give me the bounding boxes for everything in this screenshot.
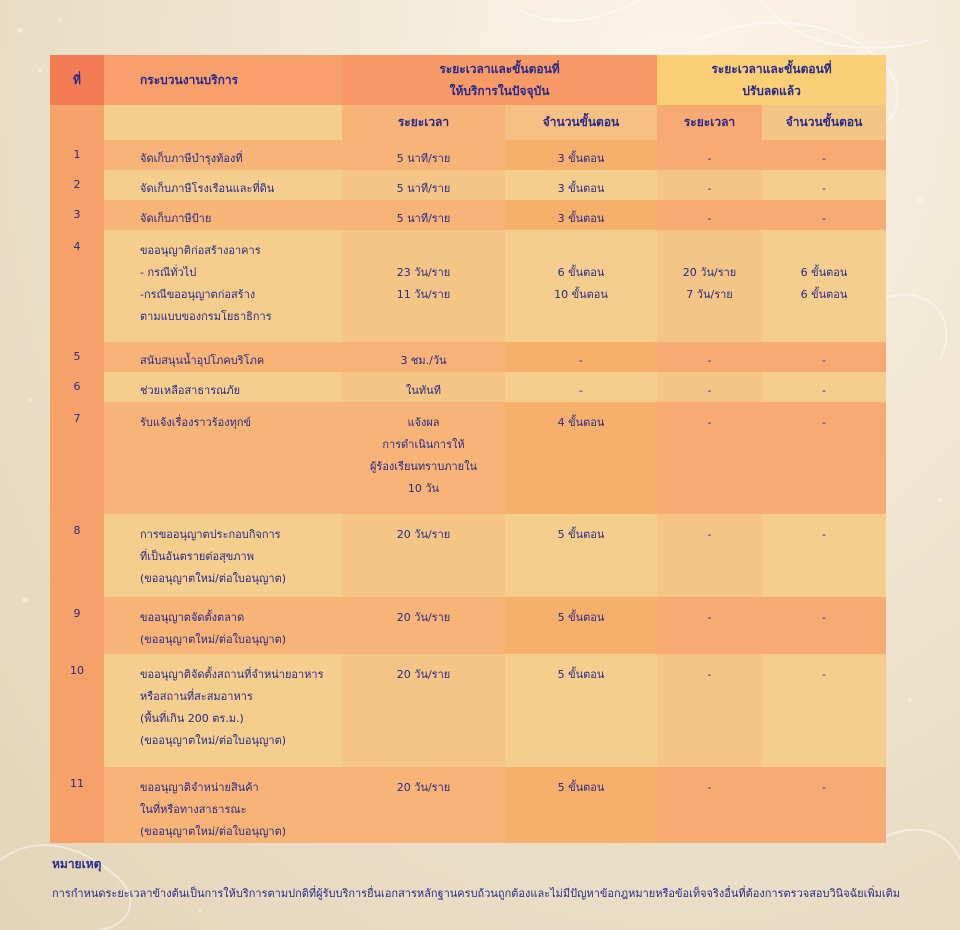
- row-current-steps: [505, 342, 657, 372]
- row-current-time-line: ในทันที: [406, 384, 441, 397]
- sub-improved-time: ระยะเวลา: [657, 105, 762, 140]
- row-current-steps: [505, 170, 657, 200]
- row-improved-steps: [762, 372, 886, 402]
- row-number: 4: [50, 230, 104, 342]
- row-process-name-line: -กรณีขออนุญาตก่อสร้าง: [140, 288, 256, 301]
- group-improved-line-1: ระยะเวลาและขั้นตอนที่: [711, 62, 832, 76]
- row-improved-time: [657, 514, 762, 597]
- table-row: [50, 140, 886, 170]
- row-current-steps-line: 3 ขั้นตอน: [557, 182, 605, 195]
- row-improved-time-line: -: [707, 668, 712, 681]
- row-improved-time-line: -: [707, 611, 712, 624]
- row-current-steps-line: -: [579, 354, 583, 367]
- row-process-name-line: (พื้นที่เกิน 200 ตร.ม.): [140, 712, 244, 725]
- row-process-name: [104, 170, 342, 200]
- row-current-time: [342, 140, 505, 170]
- row-current-time: [342, 767, 505, 843]
- row-current-time-line: [342, 240, 505, 262]
- row-process-name: [104, 767, 342, 843]
- group-current-line-2: ให้บริการในปัจจุบัน: [449, 84, 550, 98]
- row-number: 3: [50, 200, 104, 230]
- row-current-steps: [505, 767, 657, 843]
- row-current-time-line: ผู้ร้องเรียนทราบภายใน: [369, 460, 478, 473]
- row-process-name-line: ในที่หรือทางสาธารณะ: [140, 803, 247, 816]
- row-process-name: [104, 230, 342, 342]
- row-improved-time: [657, 597, 762, 654]
- service-table: [50, 55, 886, 843]
- row-improved-steps-line: 6 ขั้นตอน: [800, 266, 848, 279]
- row-process-name-line: ขออนุญาติจัดตั้งสถานที่จำหน่ายอาหาร: [140, 668, 324, 681]
- row-improved-steps: [762, 654, 886, 767]
- row-improved-time: [657, 200, 762, 230]
- row-improved-steps: [762, 140, 886, 170]
- row-number: 1: [50, 140, 104, 170]
- row-improved-steps-line: 6 ขั้นตอน: [800, 288, 848, 301]
- row-improved-time: [657, 342, 762, 372]
- row-number: 6: [50, 372, 104, 402]
- row-current-time: [342, 200, 505, 230]
- row-current-time: [342, 372, 505, 402]
- row-current-time: [342, 170, 505, 200]
- row-current-steps: [505, 402, 657, 514]
- row-process-name-line: (ขออนุญาตใหม่/ต่อใบอนุญาต): [140, 734, 287, 747]
- table-row: [50, 514, 886, 597]
- row-process-name-line: - กรณีทั่วไป: [140, 266, 197, 279]
- row-process-name: [104, 654, 342, 767]
- row-improved-time-line: -: [707, 152, 712, 165]
- row-process-name-line: (ขออนุญาตใหม่/ต่อใบอนุญาต): [140, 633, 287, 646]
- row-current-time: [342, 514, 505, 597]
- row-current-steps-line: 5 ขั้นตอน: [557, 611, 605, 624]
- row-improved-time: [657, 230, 762, 342]
- sub-current-time: ระยะเวลา: [342, 105, 505, 140]
- row-improved-time-line: -: [707, 212, 712, 225]
- row-improved-time: [657, 140, 762, 170]
- row-current-steps-line: [505, 240, 657, 262]
- row-process-name-line: ขออนุญาติก่อสร้างอาคาร: [140, 244, 261, 257]
- header-row-2: [50, 105, 886, 140]
- row-improved-steps: [762, 597, 886, 654]
- row-current-time-line: 5 นาที/ราย: [396, 212, 451, 225]
- row-current-time-line: 20 วัน/ราย: [396, 668, 451, 681]
- table-row: [50, 170, 886, 200]
- table-row: [50, 597, 886, 654]
- row-current-time-line: 20 วัน/ราย: [396, 528, 451, 541]
- row-current-steps-line: 10 ขั้นตอน: [554, 288, 608, 301]
- group-improved-header: [657, 55, 886, 105]
- group-current-line-1: ระยะเวลาและขั้นตอนที่: [439, 62, 560, 76]
- table-row: [50, 200, 886, 230]
- row-current-time-line: 3 ชม./วัน: [400, 354, 447, 367]
- sub-current-steps: จำนวนขั้นตอน: [505, 105, 657, 140]
- row-improved-steps-line: -: [822, 528, 827, 541]
- row-improved-steps-line: -: [822, 354, 827, 367]
- row-improved-steps-line: -: [822, 668, 827, 681]
- row-process-name-line: รับแจ้งเรื่องราวร้องทุกข์: [140, 416, 252, 429]
- row-improved-steps: [762, 170, 886, 200]
- header-row-1: [50, 55, 886, 105]
- row-process-name: [104, 597, 342, 654]
- row-current-time: [342, 342, 505, 372]
- row-process-name-line: จัดเก็บภาษีโรงเรือนและที่ดิน: [140, 182, 275, 195]
- col-no-header: ที่: [50, 55, 104, 105]
- row-current-steps-line: 5 ขั้นตอน: [557, 528, 605, 541]
- row-process-name-line: ช่วยเหลือสาธารณภัย: [140, 384, 241, 397]
- row-improved-steps: [762, 514, 886, 597]
- row-improved-steps-line: [762, 240, 886, 262]
- row-process-name-line: หรือสถานที่สะสมอาหาร: [140, 690, 253, 703]
- row-current-steps-line: -: [579, 384, 583, 397]
- row-process-name-line: จัดเก็บภาษีบำรุงท้องที่: [140, 152, 243, 165]
- row-current-steps: [505, 230, 657, 342]
- row-process-name-line: ตามแบบของกรมโยธาธิการ: [140, 310, 272, 323]
- row-current-steps-line: 3 ขั้นตอน: [557, 212, 605, 225]
- row-process-name: [104, 140, 342, 170]
- row-improved-time-line: 7 วัน/ราย: [686, 288, 733, 301]
- table-row: [50, 654, 886, 767]
- row-current-time: [342, 654, 505, 767]
- row-current-time: [342, 230, 505, 342]
- table-row: [50, 230, 886, 342]
- row-improved-time-line: -: [707, 416, 712, 429]
- row-number: 8: [50, 514, 104, 597]
- row-improved-time: [657, 402, 762, 514]
- table-row: [50, 372, 886, 402]
- table-row: [50, 342, 886, 372]
- row-process-name-line: การขออนุญาตประกอบกิจการ: [140, 528, 281, 541]
- row-improved-time-line: [657, 240, 762, 262]
- sub-improved-steps: จำนวนขั้นตอน: [762, 105, 886, 140]
- row-process-name-line: สนับสนุนน้ำอุปโภคบริโภค: [140, 354, 265, 367]
- row-current-time-line: การดำเนินการให้: [382, 438, 465, 451]
- row-current-time-line: 20 วัน/ราย: [396, 611, 451, 624]
- row-number: 9: [50, 597, 104, 654]
- row-improved-steps-line: -: [822, 384, 827, 397]
- row-improved-time-line: -: [707, 354, 712, 367]
- row-process-name: [104, 342, 342, 372]
- row-number: 11: [50, 767, 104, 843]
- row-current-steps-line: 5 ขั้นตอน: [557, 781, 605, 794]
- row-current-steps-line: 6 ขั้นตอน: [557, 266, 605, 279]
- row-improved-steps-line: -: [822, 611, 827, 624]
- row-improved-time: [657, 654, 762, 767]
- row-number: 7: [50, 402, 104, 514]
- row-process-name: [104, 402, 342, 514]
- group-current-header: [342, 55, 657, 105]
- row-number: 5: [50, 342, 104, 372]
- row-current-steps: [505, 372, 657, 402]
- row-current-time-line: 11 วัน/ราย: [396, 288, 451, 301]
- row-current-time: [342, 402, 505, 514]
- row-current-time: [342, 597, 505, 654]
- row-improved-time-line: 20 วัน/ราย: [682, 266, 737, 279]
- row-improved-steps: [762, 200, 886, 230]
- row-improved-time-line: -: [707, 384, 712, 397]
- row-improved-steps: [762, 230, 886, 342]
- row-current-steps: [505, 654, 657, 767]
- row-current-steps-line: 4 ขั้นตอน: [557, 416, 605, 429]
- row-improved-steps-line: -: [822, 152, 827, 165]
- row-current-steps: [505, 597, 657, 654]
- table-row: [50, 767, 886, 843]
- note-title: หมายเหตุ: [52, 857, 102, 871]
- row-process-name-line: (ขออนุญาตใหม่/ต่อใบอนุญาต): [140, 825, 287, 838]
- row-improved-steps-line: -: [822, 416, 827, 429]
- row-current-steps: [505, 514, 657, 597]
- row-improved-time: [657, 372, 762, 402]
- row-improved-steps: [762, 767, 886, 843]
- row-process-name: [104, 372, 342, 402]
- row-improved-time-line: -: [707, 182, 712, 195]
- table-row: [50, 402, 886, 514]
- row-current-steps: [505, 200, 657, 230]
- row-current-time-line: 10 วัน: [407, 482, 440, 495]
- row-current-time-line: 5 นาที/ราย: [396, 152, 451, 165]
- row-process-name-line: ที่เป็นอันตรายต่อสุขภาพ: [140, 550, 254, 563]
- row-number: 2: [50, 170, 104, 200]
- row-improved-steps: [762, 402, 886, 514]
- row-improved-steps: [762, 342, 886, 372]
- row-current-steps: [505, 140, 657, 170]
- row-current-time-line: แจ้งผล: [407, 416, 440, 429]
- row-current-steps-line: 3 ขั้นตอน: [557, 152, 605, 165]
- row-improved-steps-line: -: [822, 212, 827, 225]
- row-improved-time-line: -: [707, 781, 712, 794]
- row-current-time-line: 5 นาที/ราย: [396, 182, 451, 195]
- col-process-header: กระบวนงานบริการ: [104, 55, 342, 105]
- row-improved-time: [657, 170, 762, 200]
- row-process-name-line: ขออนุญาติจำหน่ายสินค้า: [140, 781, 259, 794]
- row-process-name: [104, 200, 342, 230]
- row-improved-time: [657, 767, 762, 843]
- row-process-name: [104, 514, 342, 597]
- row-current-time-line: 23 วัน/ราย: [396, 266, 451, 279]
- row-improved-steps-line: -: [822, 182, 827, 195]
- row-improved-steps-line: -: [822, 781, 827, 794]
- row-current-steps-line: 5 ขั้นตอน: [557, 668, 605, 681]
- row-process-name-line: (ขออนุญาตใหม่/ต่อใบอนุญาต): [140, 572, 287, 585]
- row-process-name-line: ขออนุญาตจัดตั้งตลาด: [140, 611, 245, 624]
- group-improved-line-2: ปรับลดแล้ว: [742, 84, 801, 98]
- row-number: 10: [50, 654, 104, 767]
- row-improved-time-line: -: [707, 528, 712, 541]
- note-text: การกำหนดระยะเวลาข้างต้นเป็นการให้บริการตามปกติที่ผู้รับบริการยื่นเอกสารหลักฐานครบถ้วนถูกต้องและไม่มีปัญหาข้อกฎหมายหรือข้อเท็จจริงอื่นที่ต้องการตรวจสอบวินิจฉัยเพิ่มเติม: [52, 887, 900, 900]
- row-current-time-line: 20 วัน/ราย: [396, 781, 451, 794]
- row-process-name-line: จัดเก็บภาษีป้าย: [140, 212, 212, 225]
